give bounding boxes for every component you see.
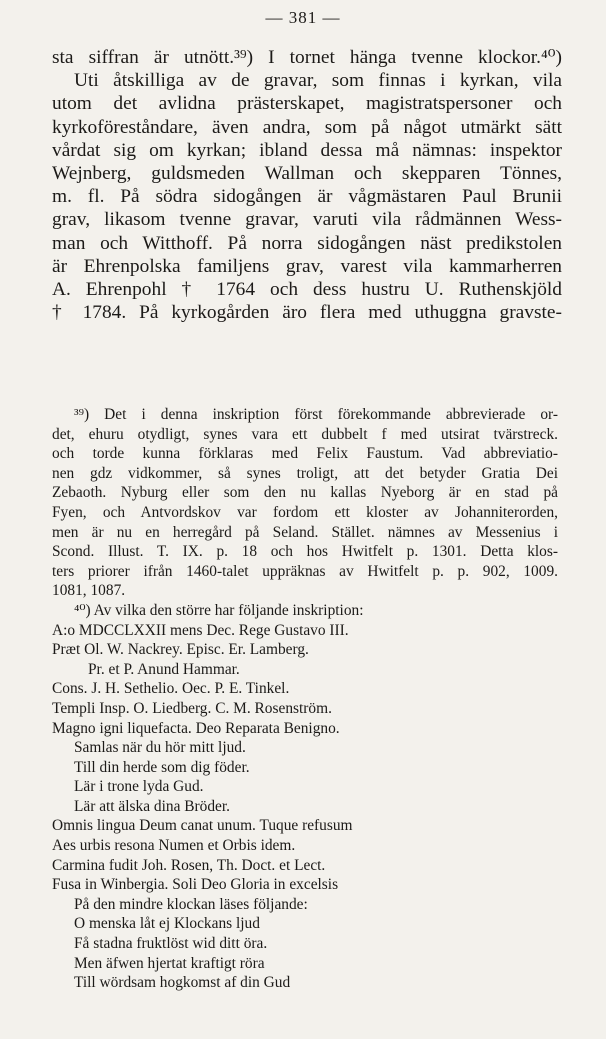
footnote-line: Cons. J. H. Sethelio. Oec. P. E. Tinkel. [52,680,290,698]
footnote-line: Scond. Illust. T. IX. p. 18 och hos Hwitfelt p. 1301. Detta klos- [52,543,558,561]
footnotes [52,405,558,993]
footnote-line: Lär att älska dina Bröder. [74,797,230,815]
footnote-line: Till wördsam hogkomst af din Gud [74,974,291,992]
footnote-line: Men äfwen hjertat kraftigt röra [74,954,265,972]
footnote-line: Templi Insp. O. Liedberg. C. M. Rosenström. [52,699,332,717]
text-line: grav, likasom tvenne gravar, varuti vila rådmännen Wess- [52,209,562,231]
footnote-line: Fyen, och Antvordskov var fordom ett kloster av Johanniterorden, [52,503,558,521]
footnote-line: Carmina fudit Joh. Rosen, Th. Doct. et Lect. [52,856,326,874]
text-line: är Ehrenpolska familjens grav, varest vila kammarherren [52,255,562,277]
footnote-line: ⁴⁰) Av vilka den större har följande inskription: [74,601,364,619]
footnote-line: Få stadna fruktlöst wid ditt öra. [74,935,268,953]
footnote-line: Pr. et P. Anund Hammar. [88,660,240,678]
text-line: man och Witthoff. På norra sidogången näst predikstolen [52,232,562,254]
footnote-line: På den mindre klockan läses följande: [74,895,308,913]
text-line: † 1784. På kyrkogården äro flera med uthuggna gravste- [52,302,562,324]
text-line: Wejnberg, guldsmeden Wallman och skepparen Tönnes, [52,163,562,185]
footnote-line: Præt Ol. W. Nackrey. Episc. Er. Lamberg. [52,641,309,659]
text-line: Uti åtskilliga av de gravar, som finnas i kyrkan, vila [74,70,562,92]
footnote-line: det, ehuru otydligt, synes vara ett dubbelt f med utsirat tvärstreck. [52,425,558,443]
text-line: kyrkoföreståndare, även andra, som på något utmärkt sätt [52,116,562,138]
footnote-line: Lär i trone lyda Gud. [74,778,204,796]
footnote-line: Aes urbis resona Numen et Orbis idem. [52,837,296,855]
footnote-line: nen gdz vidkommer, så synes troligt, att det betyder Gratia Dei [52,464,558,482]
footnote-line: O menska låt ej Klockans ljud [74,915,260,933]
footnote-line: Omnis lingua Deum canat unum. Tuque refusum [52,817,353,835]
page-number: — 381 — [265,8,341,27]
text-line: A. Ehrenpohl † 1764 och dess hustru U. Ruthenskjöld [52,279,562,301]
footnote-line: Till din herde som dig föder. [74,758,250,776]
text-line: m. fl. På södra sidogången är vågmästaren Paul Brunii [52,186,562,208]
footnote-line: ters priorer ifrån 1460-talet uppräknas av Hwitfelt p. p. 902, 1009. [52,562,558,580]
text-line: vårdat sig om kyrkan; ibland dessa må nämnas: inspektor [52,139,562,161]
footnote-line: A:o MDCCLXXII mens Dec. Rege Gustavo III. [52,621,349,639]
footnote-line: Fusa in Winbergia. Soli Deo Gloria in excelsis [52,876,339,894]
footnote-line: ³⁹) Det i denna inskription först förekommande abbrevierade or- [74,406,558,423]
text-line: sta siffran är utnött.³⁹) I tornet hänga tvenne klockor.⁴⁰) [52,47,562,68]
footnote-line: 1081, 1087. [52,582,126,600]
footnote-line: Magno igni liquefacta. Deo Reparata Benigno. [52,719,340,737]
footnote-line: och torde kunna förklaras med Felix Faustum. Vad abbreviatio- [52,445,558,463]
text-line: utom det avlidna prästerskapet, magistratspersoner och [52,93,562,115]
footnote-line: Zebaoth. Nyburg eller som den nu kallas Nyeborg är en stad på [52,484,558,502]
footnote-line: Samlas när du hör mitt ljud. [74,739,246,757]
main-text [52,46,562,324]
footnote-line: men är nu en herregård på Seland. Stället. nämnes av Messenius i [52,523,558,541]
